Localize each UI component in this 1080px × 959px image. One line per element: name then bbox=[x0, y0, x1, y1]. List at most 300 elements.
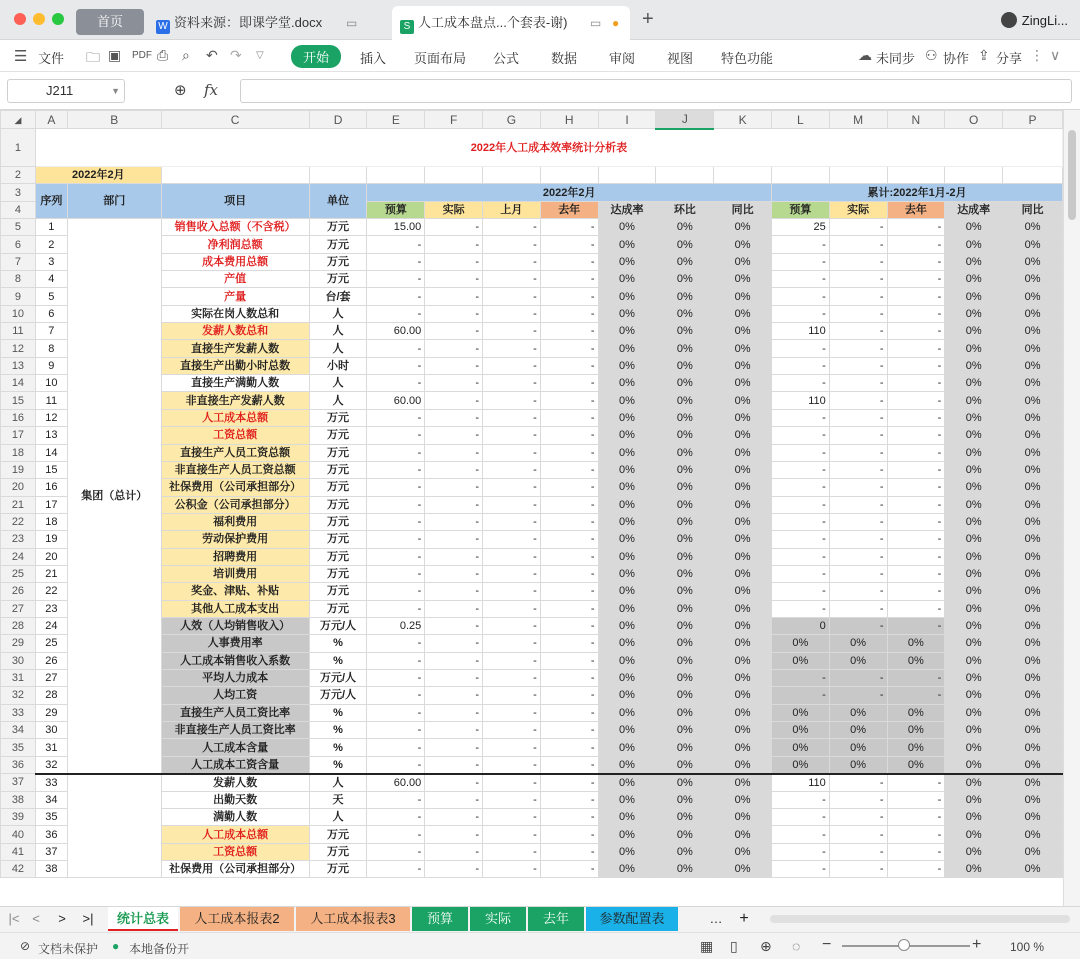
undo-icon[interactable]: ↶ bbox=[206, 47, 218, 63]
cum-actual-cell[interactable]: 0% bbox=[829, 704, 887, 721]
seq-cell[interactable]: 9 bbox=[35, 357, 67, 374]
value-cell[interactable]: - bbox=[540, 826, 598, 843]
cum-yoy-cell[interactable]: 0% bbox=[1003, 409, 1063, 426]
value-cell[interactable]: - bbox=[483, 565, 541, 582]
cum-lastyear-cell[interactable]: - bbox=[887, 617, 945, 634]
cum-actual-cell[interactable]: - bbox=[829, 548, 887, 565]
seq-cell[interactable]: 27 bbox=[35, 669, 67, 686]
rate-cell[interactable]: 0% bbox=[598, 652, 656, 669]
rate-cell[interactable]: 0% bbox=[598, 635, 656, 652]
cum-actual-cell[interactable]: - bbox=[829, 375, 887, 392]
page-view-icon[interactable]: ▯ bbox=[730, 938, 738, 954]
cum-actual-cell[interactable]: - bbox=[829, 617, 887, 634]
cum-lastyear-cell[interactable]: - bbox=[887, 687, 945, 704]
cum-actual-cell[interactable]: - bbox=[829, 479, 887, 496]
value-cell[interactable]: - bbox=[540, 635, 598, 652]
column-header[interactable]: A bbox=[35, 111, 67, 129]
cum-yoy-cell[interactable]: 0% bbox=[1003, 722, 1063, 739]
budget-cell[interactable]: - bbox=[367, 253, 425, 270]
unit-cell[interactable]: % bbox=[309, 756, 367, 774]
dept-cell[interactable]: 集团（总计） bbox=[67, 219, 161, 774]
scroll-thumb[interactable] bbox=[1068, 130, 1076, 220]
seq-cell[interactable]: 15 bbox=[35, 461, 67, 478]
cum-yoy-cell[interactable]: 0% bbox=[1003, 236, 1063, 253]
value-cell[interactable]: - bbox=[483, 427, 541, 444]
cum-actual-cell[interactable]: - bbox=[829, 513, 887, 530]
value-cell[interactable]: - bbox=[540, 774, 598, 792]
unit-cell[interactable]: 万元 bbox=[309, 219, 367, 236]
horizontal-scrollbar[interactable] bbox=[770, 915, 1070, 923]
rate-cell[interactable]: 0% bbox=[656, 253, 714, 270]
column-header[interactable]: P bbox=[1003, 111, 1063, 129]
value-cell[interactable]: - bbox=[483, 461, 541, 478]
rate-cell[interactable]: 0% bbox=[656, 288, 714, 305]
cum-budget-cell[interactable]: - bbox=[771, 826, 829, 843]
rate-cell[interactable]: 0% bbox=[714, 531, 772, 548]
row-header[interactable]: 40 bbox=[1, 826, 36, 843]
value-cell[interactable]: - bbox=[483, 687, 541, 704]
menu-special-features[interactable]: 特色功能 bbox=[721, 51, 774, 66]
item-cell[interactable]: 满勤人数 bbox=[161, 809, 309, 826]
seq-cell[interactable]: 20 bbox=[35, 548, 67, 565]
cum-rate-cell[interactable]: 0% bbox=[945, 565, 1003, 582]
budget-cell[interactable]: 15.00 bbox=[367, 219, 425, 236]
cum-rate-cell[interactable]: 0% bbox=[945, 583, 1003, 600]
value-cell[interactable]: - bbox=[425, 323, 483, 340]
cum-actual-cell[interactable]: - bbox=[829, 444, 887, 461]
item-cell[interactable]: 非直接生产人员工资比率 bbox=[161, 722, 309, 739]
item-cell[interactable]: 人均工资 bbox=[161, 687, 309, 704]
rate-cell[interactable]: 0% bbox=[714, 774, 772, 792]
cum-lastyear-cell[interactable]: - bbox=[887, 236, 945, 253]
row-header[interactable]: 22 bbox=[1, 513, 36, 530]
sheet-tab[interactable]: 参数配置表 bbox=[586, 907, 678, 931]
row-header[interactable]: 8 bbox=[1, 271, 36, 288]
item-cell[interactable]: 公积金（公司承担部分） bbox=[161, 496, 309, 513]
cum-lastyear-cell[interactable]: - bbox=[887, 861, 945, 878]
value-cell[interactable]: - bbox=[540, 288, 598, 305]
cell[interactable] bbox=[540, 167, 598, 184]
row-header[interactable]: 13 bbox=[1, 357, 36, 374]
cell[interactable] bbox=[714, 167, 772, 184]
value-cell[interactable]: - bbox=[483, 774, 541, 792]
cum-rate-cell[interactable]: 0% bbox=[945, 617, 1003, 634]
row-header[interactable]: 4 bbox=[1, 201, 36, 218]
cum-lastyear-cell[interactable]: - bbox=[887, 843, 945, 860]
normal-view-icon[interactable]: ▦ bbox=[700, 938, 714, 954]
cum-budget-cell[interactable]: - bbox=[771, 305, 829, 322]
rate-cell[interactable]: 0% bbox=[714, 236, 772, 253]
value-cell[interactable]: - bbox=[483, 392, 541, 409]
row-header[interactable]: 16 bbox=[1, 409, 36, 426]
cum-lastyear-cell[interactable]: - bbox=[887, 271, 945, 288]
cum-actual-cell[interactable]: - bbox=[829, 409, 887, 426]
cum-yoy-cell[interactable]: 0% bbox=[1003, 843, 1063, 860]
rate-cell[interactable]: 0% bbox=[656, 635, 714, 652]
cum-lastyear-cell[interactable]: - bbox=[887, 288, 945, 305]
value-cell[interactable]: - bbox=[483, 826, 541, 843]
cum-budget-cell[interactable]: - bbox=[771, 565, 829, 582]
cell[interactable] bbox=[829, 167, 887, 184]
budget-cell[interactable]: - bbox=[367, 409, 425, 426]
unit-cell[interactable]: 万元 bbox=[309, 548, 367, 565]
cum-budget-cell[interactable]: 110 bbox=[771, 774, 829, 792]
cum-budget-cell[interactable]: - bbox=[771, 583, 829, 600]
cum-actual-cell[interactable]: - bbox=[829, 236, 887, 253]
cum-budget-cell[interactable]: - bbox=[771, 669, 829, 686]
rate-cell[interactable]: 0% bbox=[714, 861, 772, 878]
budget-cell[interactable]: - bbox=[367, 843, 425, 860]
budget-cell[interactable]: - bbox=[367, 861, 425, 878]
unit-cell[interactable]: 万元 bbox=[309, 479, 367, 496]
zoom-out-button[interactable]: − bbox=[822, 936, 832, 953]
rate-cell[interactable]: 0% bbox=[656, 496, 714, 513]
rate-cell[interactable]: 0% bbox=[598, 600, 656, 617]
cum-lastyear-cell[interactable]: - bbox=[887, 669, 945, 686]
value-cell[interactable]: - bbox=[483, 722, 541, 739]
budget-cell[interactable]: - bbox=[367, 357, 425, 374]
cum-rate-cell[interactable]: 0% bbox=[945, 531, 1003, 548]
value-cell[interactable]: - bbox=[540, 219, 598, 236]
cum-rate-cell[interactable]: 0% bbox=[945, 219, 1003, 236]
cum-budget-cell[interactable]: - bbox=[771, 861, 829, 878]
item-cell[interactable]: 社保费用（公司承担部分） bbox=[161, 861, 309, 878]
cum-budget-cell[interactable]: - bbox=[771, 375, 829, 392]
seq-cell[interactable]: 5 bbox=[35, 288, 67, 305]
rate-cell[interactable]: 0% bbox=[656, 756, 714, 774]
value-cell[interactable]: - bbox=[483, 305, 541, 322]
sheet-title[interactable]: 2022年人工成本效率统计分析表 bbox=[35, 129, 1062, 167]
zoom-slider-handle[interactable] bbox=[898, 939, 910, 951]
value-cell[interactable]: - bbox=[540, 861, 598, 878]
budget-cell[interactable]: - bbox=[367, 565, 425, 582]
column-header[interactable]: H bbox=[540, 111, 598, 129]
value-cell[interactable]: - bbox=[540, 409, 598, 426]
cum-rate-cell[interactable]: 0% bbox=[945, 253, 1003, 270]
value-cell[interactable]: - bbox=[540, 305, 598, 322]
row-header[interactable]: 18 bbox=[1, 444, 36, 461]
seq-cell[interactable]: 2 bbox=[35, 236, 67, 253]
item-cell[interactable]: 人工成本总额 bbox=[161, 826, 309, 843]
first-sheet-icon[interactable]: |< bbox=[8, 911, 20, 926]
cum-rate-cell[interactable]: 0% bbox=[945, 427, 1003, 444]
rate-cell[interactable]: 0% bbox=[656, 565, 714, 582]
row-header[interactable]: 11 bbox=[1, 323, 36, 340]
cum-rate-cell[interactable]: 0% bbox=[945, 600, 1003, 617]
unit-cell[interactable]: 万元 bbox=[309, 531, 367, 548]
value-cell[interactable]: - bbox=[483, 375, 541, 392]
rate-cell[interactable]: 0% bbox=[598, 236, 656, 253]
value-cell[interactable]: - bbox=[483, 756, 541, 774]
subheader[interactable]: 环比 bbox=[656, 201, 714, 218]
value-cell[interactable]: - bbox=[425, 357, 483, 374]
cum-actual-cell[interactable]: - bbox=[829, 669, 887, 686]
value-cell[interactable]: - bbox=[425, 271, 483, 288]
row-header[interactable]: 37 bbox=[1, 774, 36, 792]
value-cell[interactable]: - bbox=[540, 357, 598, 374]
cum-lastyear-cell[interactable]: - bbox=[887, 774, 945, 792]
cum-lastyear-cell[interactable]: - bbox=[887, 340, 945, 357]
cum-rate-cell[interactable]: 0% bbox=[945, 652, 1003, 669]
cum-actual-cell[interactable]: - bbox=[829, 305, 887, 322]
value-cell[interactable]: - bbox=[540, 236, 598, 253]
rate-cell[interactable]: 0% bbox=[656, 704, 714, 721]
menu-data[interactable]: 数据 bbox=[551, 51, 578, 66]
cum-actual-cell[interactable]: - bbox=[829, 288, 887, 305]
cum-lastyear-cell[interactable]: - bbox=[887, 600, 945, 617]
value-cell[interactable]: - bbox=[483, 600, 541, 617]
cum-lastyear-cell[interactable]: - bbox=[887, 444, 945, 461]
value-cell[interactable]: - bbox=[540, 756, 598, 774]
seq-cell[interactable]: 7 bbox=[35, 323, 67, 340]
cum-yoy-cell[interactable]: 0% bbox=[1003, 288, 1063, 305]
rate-cell[interactable]: 0% bbox=[714, 739, 772, 756]
unit-cell[interactable]: 万元/人 bbox=[309, 617, 367, 634]
user-account[interactable] bbox=[1001, 12, 1068, 28]
item-cell[interactable]: 人工成本销售收入系数 bbox=[161, 652, 309, 669]
cum-yoy-cell[interactable]: 0% bbox=[1003, 652, 1063, 669]
unit-cell[interactable]: 万元 bbox=[309, 444, 367, 461]
value-cell[interactable]: - bbox=[483, 583, 541, 600]
sheet-tab[interactable]: 预算 bbox=[412, 907, 468, 931]
budget-cell[interactable]: - bbox=[367, 583, 425, 600]
item-cell[interactable]: 销售收入总额（不含税） bbox=[161, 219, 309, 236]
cum-budget-cell[interactable]: 0% bbox=[771, 756, 829, 774]
value-cell[interactable]: - bbox=[483, 479, 541, 496]
cum-rate-cell[interactable]: 0% bbox=[945, 791, 1003, 808]
cum-rate-cell[interactable]: 0% bbox=[945, 635, 1003, 652]
cum-actual-cell[interactable]: - bbox=[829, 340, 887, 357]
cell[interactable] bbox=[598, 167, 656, 184]
value-cell[interactable]: - bbox=[540, 392, 598, 409]
cum-yoy-cell[interactable]: 0% bbox=[1003, 253, 1063, 270]
cum-yoy-cell[interactable]: 0% bbox=[1003, 756, 1063, 774]
value-cell[interactable]: - bbox=[483, 219, 541, 236]
row-header[interactable]: 36 bbox=[1, 756, 36, 774]
subheader[interactable]: 同比 bbox=[1003, 201, 1063, 218]
rate-cell[interactable]: 0% bbox=[656, 843, 714, 860]
cum-rate-cell[interactable]: 0% bbox=[945, 392, 1003, 409]
rate-cell[interactable]: 0% bbox=[714, 826, 772, 843]
row-header[interactable]: 3 bbox=[1, 184, 36, 201]
cum-lastyear-cell[interactable]: - bbox=[887, 513, 945, 530]
row-header[interactable]: 20 bbox=[1, 479, 36, 496]
seq-cell[interactable]: 34 bbox=[35, 791, 67, 808]
item-cell[interactable]: 发薪人数总和 bbox=[161, 323, 309, 340]
cum-yoy-cell[interactable]: 0% bbox=[1003, 565, 1063, 582]
cum-yoy-cell[interactable]: 0% bbox=[1003, 809, 1063, 826]
budget-cell[interactable]: - bbox=[367, 513, 425, 530]
cum-budget-cell[interactable]: - bbox=[771, 496, 829, 513]
value-cell[interactable]: - bbox=[483, 669, 541, 686]
item-cell[interactable]: 产值 bbox=[161, 271, 309, 288]
cum-yoy-cell[interactable]: 0% bbox=[1003, 635, 1063, 652]
cum-budget-cell[interactable]: - bbox=[771, 427, 829, 444]
rate-cell[interactable]: 0% bbox=[598, 496, 656, 513]
row-header[interactable]: 9 bbox=[1, 288, 36, 305]
cum-lastyear-cell[interactable]: 0% bbox=[887, 704, 945, 721]
cum-lastyear-cell[interactable]: - bbox=[887, 305, 945, 322]
value-cell[interactable]: - bbox=[425, 809, 483, 826]
value-cell[interactable]: - bbox=[425, 791, 483, 808]
value-cell[interactable]: - bbox=[540, 600, 598, 617]
cum-yoy-cell[interactable]: 0% bbox=[1003, 357, 1063, 374]
rate-cell[interactable]: 0% bbox=[656, 548, 714, 565]
value-cell[interactable]: - bbox=[540, 843, 598, 860]
value-cell[interactable]: - bbox=[540, 617, 598, 634]
unit-cell[interactable]: 万元 bbox=[309, 271, 367, 288]
value-cell[interactable]: - bbox=[483, 271, 541, 288]
cum-yoy-cell[interactable]: 0% bbox=[1003, 479, 1063, 496]
budget-cell[interactable]: - bbox=[367, 635, 425, 652]
seq-cell[interactable]: 18 bbox=[35, 513, 67, 530]
item-cell[interactable]: 人工成本工资含量 bbox=[161, 756, 309, 774]
budget-cell[interactable]: - bbox=[367, 652, 425, 669]
rate-cell[interactable]: 0% bbox=[656, 687, 714, 704]
rate-cell[interactable]: 0% bbox=[714, 583, 772, 600]
item-cell[interactable]: 实际在岗人数总和 bbox=[161, 305, 309, 322]
value-cell[interactable]: - bbox=[540, 427, 598, 444]
budget-cell[interactable]: 60.00 bbox=[367, 774, 425, 792]
cum-yoy-cell[interactable]: 0% bbox=[1003, 739, 1063, 756]
cum-budget-cell[interactable]: 110 bbox=[771, 392, 829, 409]
value-cell[interactable]: - bbox=[483, 513, 541, 530]
value-cell[interactable]: - bbox=[425, 340, 483, 357]
cum-budget-cell[interactable]: - bbox=[771, 253, 829, 270]
doc-protection-status[interactable]: 文档未保护 bbox=[38, 942, 99, 956]
row-header[interactable]: 15 bbox=[1, 392, 36, 409]
item-cell[interactable]: 培训费用 bbox=[161, 565, 309, 582]
seq-cell[interactable]: 13 bbox=[35, 427, 67, 444]
cum-actual-cell[interactable]: 0% bbox=[829, 652, 887, 669]
cum-yoy-cell[interactable]: 0% bbox=[1003, 444, 1063, 461]
row-header[interactable]: 2 bbox=[1, 167, 36, 184]
zoom-level[interactable]: 100 % bbox=[1010, 940, 1045, 954]
row-header[interactable]: 21 bbox=[1, 496, 36, 513]
cum-actual-cell[interactable]: - bbox=[829, 392, 887, 409]
tab-spreadsheet[interactable] bbox=[392, 6, 630, 40]
cum-budget-cell[interactable]: 0% bbox=[771, 722, 829, 739]
cell[interactable] bbox=[887, 167, 945, 184]
more-sheets-icon[interactable]: … bbox=[709, 911, 723, 926]
value-cell[interactable]: - bbox=[540, 461, 598, 478]
rate-cell[interactable]: 0% bbox=[714, 271, 772, 288]
rate-cell[interactable]: 0% bbox=[656, 513, 714, 530]
cum-rate-cell[interactable]: 0% bbox=[945, 826, 1003, 843]
subheader[interactable]: 达成率 bbox=[598, 201, 656, 218]
subheader[interactable]: 同比 bbox=[714, 201, 772, 218]
cum-budget-cell[interactable]: 0% bbox=[771, 635, 829, 652]
column-header[interactable]: D bbox=[309, 111, 367, 129]
vertical-scrollbar[interactable] bbox=[1063, 110, 1080, 906]
cum-yoy-cell[interactable]: 0% bbox=[1003, 774, 1063, 792]
budget-cell[interactable]: - bbox=[367, 427, 425, 444]
unit-cell[interactable]: 万元 bbox=[309, 513, 367, 530]
unit-cell[interactable]: 万元 bbox=[309, 496, 367, 513]
cum-lastyear-cell[interactable]: 0% bbox=[887, 635, 945, 652]
cell[interactable] bbox=[771, 167, 829, 184]
new-tab-button[interactable]: + bbox=[642, 8, 654, 30]
cum-lastyear-cell[interactable]: - bbox=[887, 375, 945, 392]
seq-cell[interactable]: 16 bbox=[35, 479, 67, 496]
cum-lastyear-cell[interactable]: - bbox=[887, 461, 945, 478]
seq-cell[interactable]: 12 bbox=[35, 409, 67, 426]
row-header[interactable]: 30 bbox=[1, 652, 36, 669]
item-cell[interactable]: 平均人力成本 bbox=[161, 669, 309, 686]
seq-cell[interactable]: 11 bbox=[35, 392, 67, 409]
item-cell[interactable]: 其他人工成本支出 bbox=[161, 600, 309, 617]
row-header[interactable]: 41 bbox=[1, 843, 36, 860]
zoom-search-icon[interactable]: ⊕ bbox=[174, 82, 187, 99]
rate-cell[interactable]: 0% bbox=[656, 392, 714, 409]
unit-cell[interactable]: 万元 bbox=[309, 843, 367, 860]
value-cell[interactable]: - bbox=[540, 739, 598, 756]
sheet-tab[interactable]: 去年 bbox=[528, 907, 584, 931]
value-cell[interactable]: - bbox=[425, 496, 483, 513]
value-cell[interactable]: - bbox=[540, 722, 598, 739]
row-header[interactable]: 14 bbox=[1, 375, 36, 392]
value-cell[interactable]: - bbox=[425, 236, 483, 253]
budget-cell[interactable]: - bbox=[367, 809, 425, 826]
value-cell[interactable]: - bbox=[483, 340, 541, 357]
column-header[interactable]: L bbox=[771, 111, 829, 129]
column-header[interactable]: J bbox=[656, 111, 714, 129]
cum-actual-cell[interactable]: - bbox=[829, 271, 887, 288]
value-cell[interactable]: - bbox=[540, 809, 598, 826]
rate-cell[interactable]: 0% bbox=[714, 357, 772, 374]
rate-cell[interactable]: 0% bbox=[598, 340, 656, 357]
rate-cell[interactable]: 0% bbox=[714, 444, 772, 461]
split-view-icon[interactable]: ⊕ bbox=[760, 938, 772, 954]
seq-cell[interactable]: 22 bbox=[35, 583, 67, 600]
cum-lastyear-cell[interactable]: - bbox=[887, 409, 945, 426]
column-header[interactable]: I bbox=[598, 111, 656, 129]
budget-cell[interactable]: - bbox=[367, 496, 425, 513]
budget-cell[interactable]: - bbox=[367, 305, 425, 322]
cum-actual-cell[interactable]: - bbox=[829, 600, 887, 617]
cum-actual-cell[interactable]: - bbox=[829, 809, 887, 826]
budget-cell[interactable]: - bbox=[367, 826, 425, 843]
budget-cell[interactable]: - bbox=[367, 531, 425, 548]
item-header[interactable]: 项目 bbox=[161, 184, 309, 219]
cum-rate-cell[interactable]: 0% bbox=[945, 809, 1003, 826]
row-header[interactable]: 38 bbox=[1, 791, 36, 808]
cell[interactable] bbox=[656, 167, 714, 184]
cum-yoy-cell[interactable]: 0% bbox=[1003, 340, 1063, 357]
menu-file[interactable]: 文件 bbox=[38, 51, 65, 66]
cum-budget-cell[interactable]: - bbox=[771, 479, 829, 496]
unit-cell[interactable]: 人 bbox=[309, 375, 367, 392]
item-cell[interactable]: 直接生产人员工资比率 bbox=[161, 704, 309, 721]
value-cell[interactable]: - bbox=[425, 583, 483, 600]
cum-budget-cell[interactable]: 110 bbox=[771, 323, 829, 340]
close-window-button[interactable] bbox=[14, 13, 26, 25]
cum-budget-cell[interactable]: - bbox=[771, 548, 829, 565]
seq-cell[interactable]: 23 bbox=[35, 600, 67, 617]
cum-lastyear-cell[interactable]: 0% bbox=[887, 739, 945, 756]
cum-yoy-cell[interactable]: 0% bbox=[1003, 427, 1063, 444]
cum-rate-cell[interactable]: 0% bbox=[945, 704, 1003, 721]
cum-budget-cell[interactable]: - bbox=[771, 513, 829, 530]
budget-cell[interactable]: - bbox=[367, 461, 425, 478]
value-cell[interactable]: - bbox=[540, 513, 598, 530]
seq-cell[interactable]: 33 bbox=[35, 774, 67, 792]
unit-cell[interactable]: 台/套 bbox=[309, 288, 367, 305]
rate-cell[interactable]: 0% bbox=[598, 444, 656, 461]
value-cell[interactable]: - bbox=[425, 409, 483, 426]
value-cell[interactable]: - bbox=[425, 652, 483, 669]
rate-cell[interactable]: 0% bbox=[598, 323, 656, 340]
